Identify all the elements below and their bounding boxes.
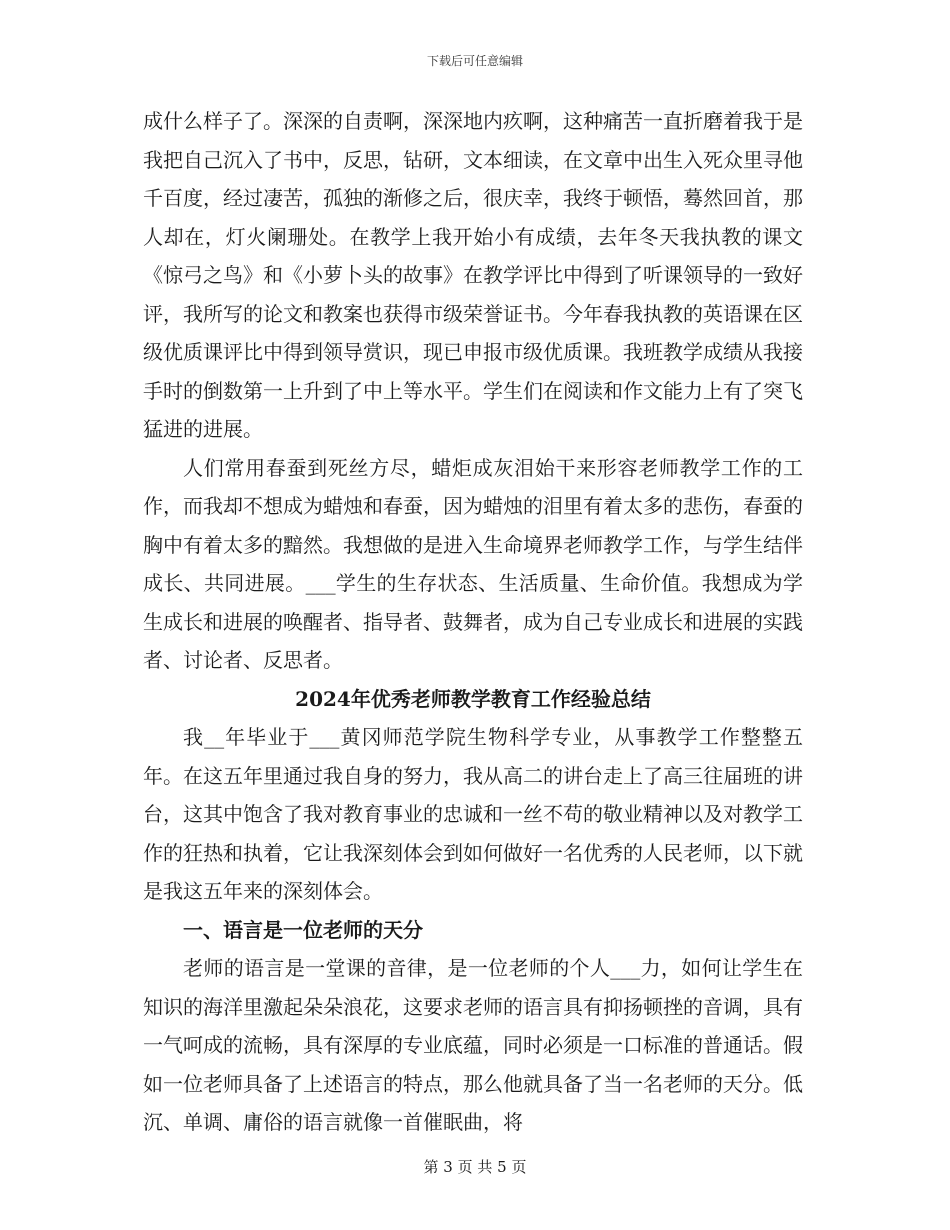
article-title: 2024年优秀老师教学教育工作经验总结	[295, 686, 651, 711]
paragraph-silkworm: 人们常用春蚕到死丝方尽，蜡炬成灰泪始干来形容老师教学工作的工作，而我却不想成为蜡烛和春蚕，因为蜡烛的泪里有着太多的悲伤，春蚕的胸中有着太多的黯然。我想做的是进入生命境界老师教学工作，与学生结伴成长、共同进展。___学生的生存状态、生活质量、生命价值。我想成为学生成长和进展的唤醒者、指导者、鼓舞者，成为自己专业成长和进展的实践者、讨论者、反思者。	[143, 455, 803, 672]
paragraph-intro: 我__年毕业于___黄冈师范学院生物科学专业，从事教学工作整整五年。在这五年里通过我自身的努力，我从高二的讲台走上了高三往届班的讲台，这其中饱含了我对教育事业的忠诚和一丝不苟的敬业精神以及对教学工作的狂热和执着，它让我深刻体会到如何做好一名优秀的人民老师，以下就是我这五年来的深刻体会。	[143, 725, 803, 903]
page-footer: 第 3 页 共 5 页	[423, 1158, 527, 1176]
page-header: 下载后可任意编辑	[426, 54, 523, 68]
document-body	[143, 102, 803, 1142]
section-heading: 一、语言是一位老师的天分	[183, 917, 423, 942]
paragraph-continuation: 成什么样子了。深深的自责啊，深深地内疚啊，这种痛苦一直折磨着我于是我把自己沉入了书中，反思，钻研，文本细读，在文章中出生入死众里寻他千百度，经过凄苦，孤独的渐修之后，很庆幸，我终于顿悟，蓦然回首，那人却在，灯火阑珊处。在教学上我开始小有成绩，去年冬天我执教的课文《惊弓之鸟》和《小萝卜头的故事》在教学评比中得到了听课领导的一致好评，我所写的论文和教案也获得市级荣誉证书。今年春我执教的英语课在区级优质课评比中得到领导赏识，现已申报市级优质课。我班教学成绩从我接手时的倒数第一上升到了中上等水平。学生们在阅读和作文能力上有了突飞猛进的进展。	[143, 109, 803, 441]
paragraph-language: 老师的语言是一堂课的音律，是一位老师的个人___力，如何让学生在知识的海洋里激起朵朵浪花，这要求老师的语言具有抑扬顿挫的音调，具有一气呵成的流畅，具有深厚的专业底蕴，同时必须是一口标准的普通话。假如一位老师具备了上述语言的特点，那么他就具备了当一名老师的天分。低沉、单调、庸俗的语言就像一首催眠曲，将	[143, 956, 803, 1134]
